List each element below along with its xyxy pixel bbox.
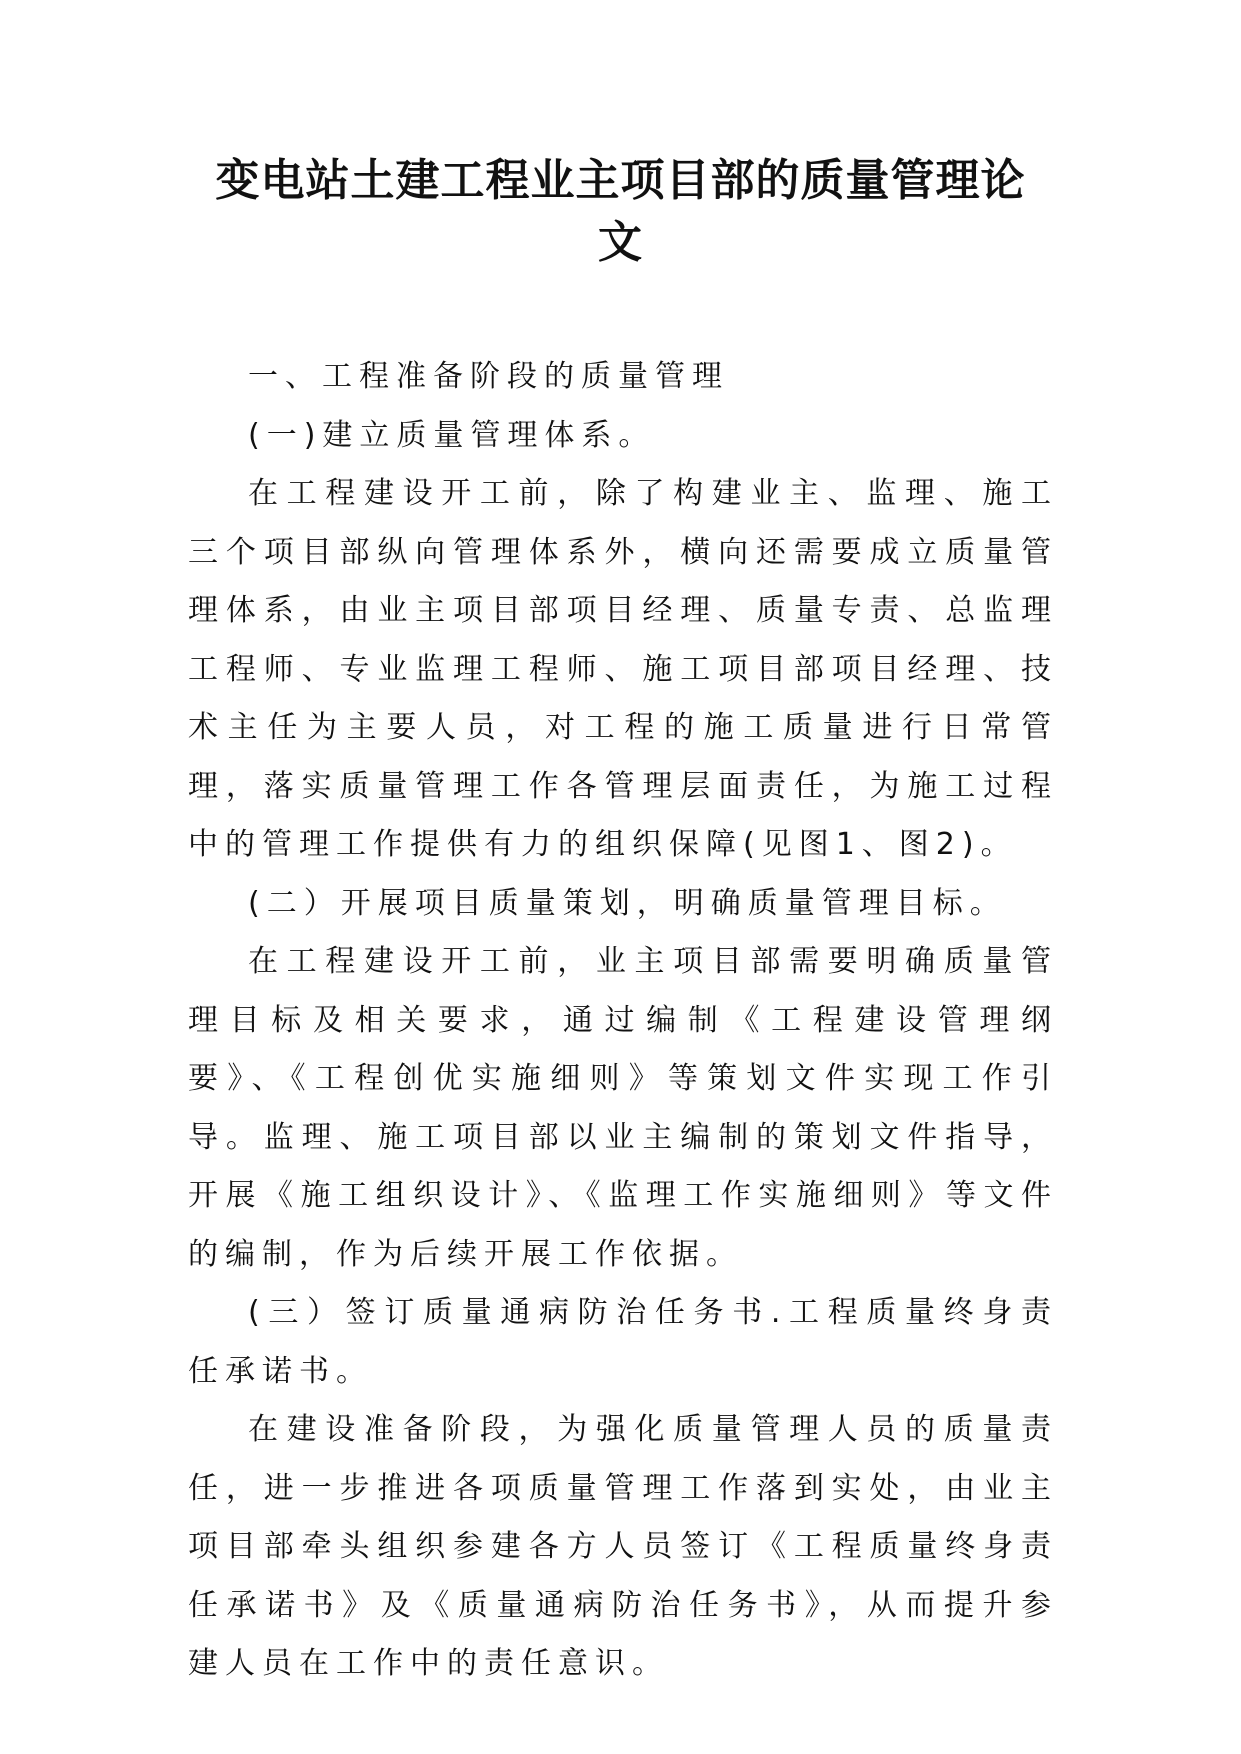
subsection-heading-3: (三）签订质量通病防治任务书.工程质量终身责任承诺书。 <box>188 1295 1058 1389</box>
body-paragraph-1: 在工程建设开工前，除了构建业主、监理、施工三个项目部纵向管理体系外，横向还需要成立质量管理体系，由业主项目部项目经理、质量专责、总监理工程师、专业监理工程师、施工项目部项目经理、技术主任为主要人员，对工程的施工质量进行日常管理，落实质量管理工作各管理层面责任，为施工过程中的管理工作提供有力的组织保障(见图1、图2)。 <box>188 476 1058 862</box>
body-paragraph-2: 在工程建设开工前，业主项目部需要明确质量管理目标及相关要求，通过编制《工程建设管理纲要》、《工程创优实施细则》等策划文件实现工作引导。监理、施工项目部以业主编制的策划文件指导，开展《施工组织设计》、《监理工作实施细则》等文件的编制，作为后续开展工作依据。 <box>188 944 1058 1272</box>
title-line-1: 变电站土建工程业主项目部的质量管理论 <box>215 155 1026 206</box>
document-body <box>188 348 1058 1694</box>
body-paragraph-3: 在建设准备阶段，为强化质量管理人员的质量责任，进一步推进各项质量管理工作落到实处，由业主项目部牵头组织参建各方人员签订《工程质量终身责任承诺书》及《质量通病防治任务书》，从而提升参建人员在工作中的责任意识。 <box>188 1412 1058 1681</box>
subsection-heading-2: (二）开展项目质量策划，明确质量管理目标。 <box>248 885 1007 921</box>
title-line-2: 文 <box>598 217 643 268</box>
subsection-heading-1: (一)建立质量管理体系。 <box>248 417 656 453</box>
section-heading-1: 一、工程准备阶段的质量管理 <box>248 359 729 394</box>
document-title <box>180 150 1061 274</box>
